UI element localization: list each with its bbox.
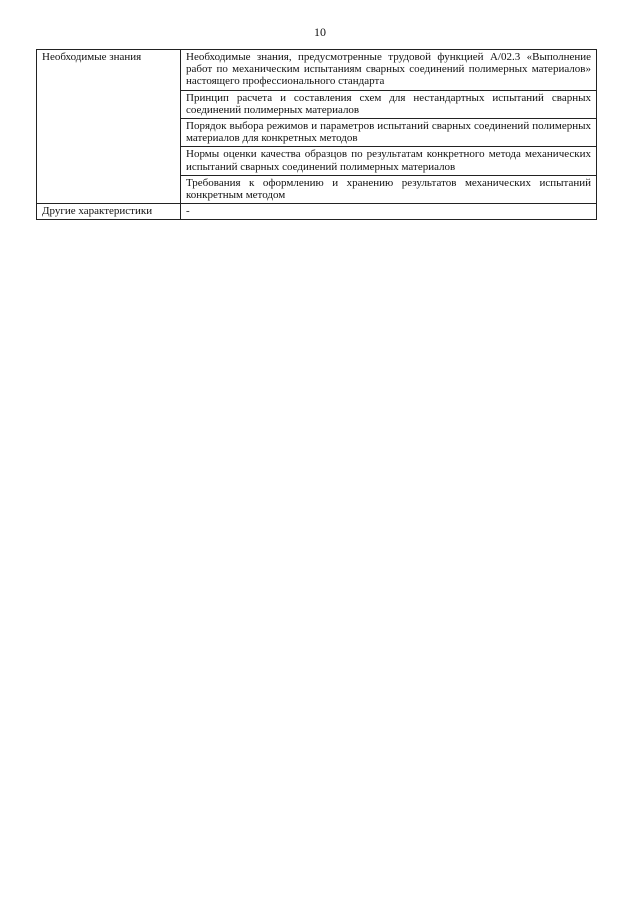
knowledge-label: Необходимые знания [37, 50, 181, 204]
knowledge-item: Нормы оценки качества образцов по результатам конкретного метода механических испытаний сварных соединений полимерных материалов [181, 147, 597, 175]
page-number: 10 [314, 25, 326, 39]
knowledge-item: Порядок выбора режимов и параметров испытаний сварных соединений полимерных материалов для конкретных методов [181, 119, 597, 147]
knowledge-item: Требования к оформлению и хранению результатов механических испытаний конкретным методом [181, 175, 597, 203]
other-characteristics-value: - [181, 204, 597, 220]
knowledge-item: Необходимые знания, предусмотренные трудовой функцией А/02.3 «Выполнение работ по механическим испытаниям сварных соединений полимерных материалов» настоящего профессионального стандарта [181, 50, 597, 91]
other-characteristics-label: Другие характеристики [37, 204, 181, 220]
qualification-table [36, 49, 597, 220]
table-row [37, 50, 597, 91]
table-row [37, 204, 597, 220]
knowledge-item: Принцип расчета и составления схем для нестандартных испытаний сварных соединений полимерных материалов [181, 90, 597, 118]
